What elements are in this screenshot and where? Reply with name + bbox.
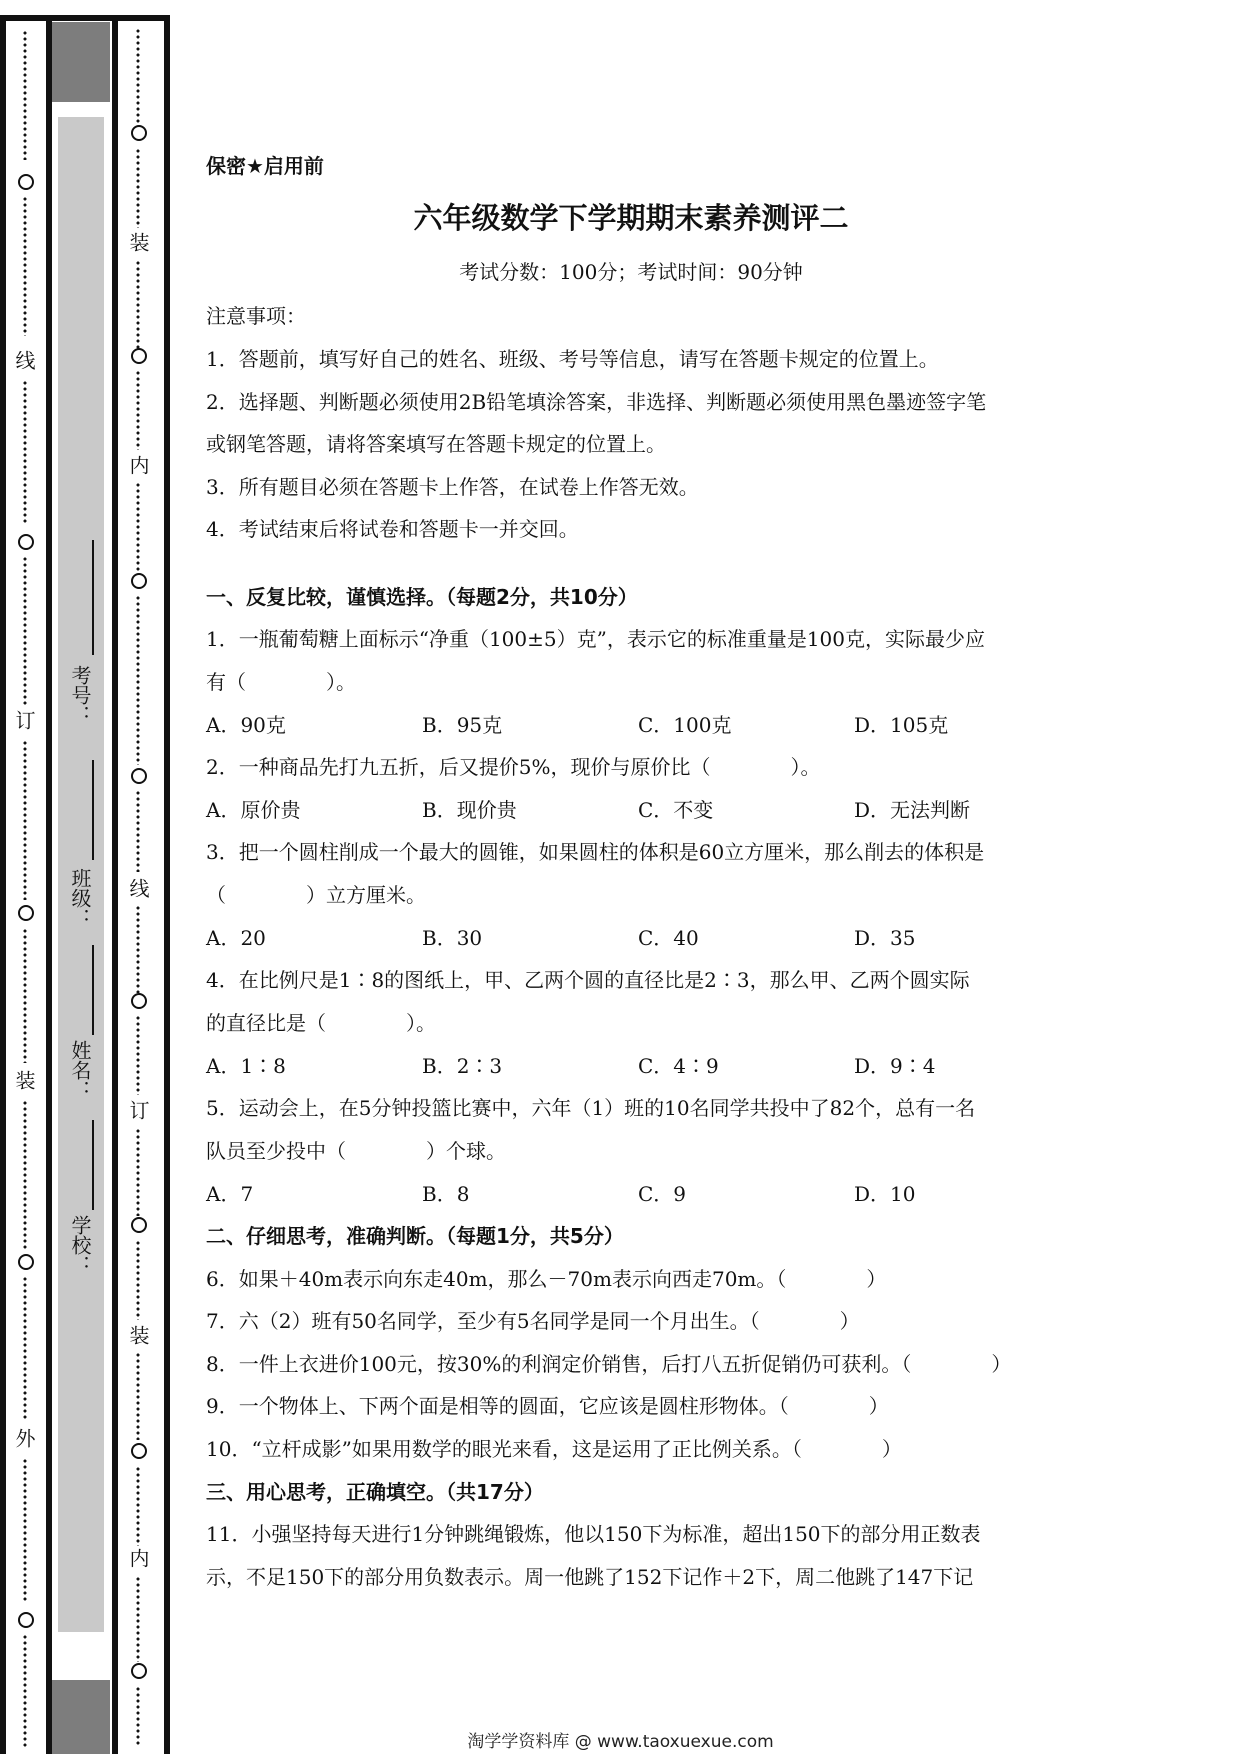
band-cap-top bbox=[52, 22, 110, 102]
exam-title: 六年级数学下学期期末素养测评二 bbox=[413, 201, 849, 235]
note-item: 2．选择题、判断题必须使用2B铅笔填涂答案，非选择、判断题必须使用黑色墨迹签字笔 bbox=[206, 390, 987, 414]
question-10-text: 10．“立杆成影”如果用数学的眼光来看，这是运用了正比例关系。（ ） bbox=[206, 1437, 902, 1461]
outer-dotted-line bbox=[23, 1276, 27, 1421]
inner-circle bbox=[131, 1663, 147, 1679]
inner-dotted-line bbox=[136, 1128, 140, 1216]
inner-dotted-line bbox=[136, 790, 140, 872]
inner-dotted-line bbox=[136, 1240, 140, 1320]
inner-label-xian: 线 bbox=[126, 878, 150, 898]
q2-option-a: A．原价贵 bbox=[206, 798, 301, 822]
outer-dotted-line bbox=[23, 1100, 27, 1250]
section2-heading: 二、仔细思考，准确判断。（每题1分，共5分） bbox=[206, 1224, 624, 1248]
inner-circle bbox=[131, 768, 147, 784]
field-exam-number-line[interactable] bbox=[92, 540, 94, 655]
field-school-label: 学校： bbox=[68, 1215, 92, 1275]
q2-option-c: C．不变 bbox=[638, 798, 714, 822]
inner-dotted-line bbox=[136, 28, 140, 123]
field-class-line[interactable] bbox=[92, 760, 94, 860]
inner-dotted-line bbox=[136, 1576, 140, 1662]
question-3-text: 3．把一个圆柱削成一个最大的圆锥，如果圆柱的体积是60立方厘米，那么削去的体积是 bbox=[206, 840, 985, 864]
field-exam-number-label: 考号： bbox=[68, 665, 92, 725]
inner-circle bbox=[131, 1443, 147, 1459]
q4-option-b: B．2∶3 bbox=[422, 1054, 503, 1078]
binding-margin bbox=[0, 0, 170, 1754]
q5-option-a: A．7 bbox=[206, 1182, 254, 1206]
inner-label-nei: 内 bbox=[126, 455, 150, 475]
question-8-text: 8．一件上衣进价100元，按30%的利润定价销售，后打八五折促销仍可获利。（ ） bbox=[206, 1352, 1012, 1376]
question-11-text-cont: 示，不足150下的部分用负数表示。周一他跳了152下记作＋2下，周二他跳了147下记 bbox=[206, 1565, 974, 1589]
outer-dotted-line bbox=[23, 1458, 27, 1603]
inner-dotted-line bbox=[136, 482, 140, 572]
question-2-text: 2．一种商品先打九五折，后又提价5%，现价与原价比（ ）。 bbox=[206, 755, 821, 779]
question-11-text: 11．小强坚持每天进行1分钟跳绳锻炼，他以150下为标准，超出150下的部分用正数表 bbox=[206, 1522, 981, 1546]
outer-label-xian: 线 bbox=[12, 350, 36, 370]
outer-dotted-line bbox=[23, 740, 27, 900]
note-item: 4．考试结束后将试卷和答题卡一并交回。 bbox=[206, 517, 579, 541]
note-item: 3．所有题目必须在答题卡上作答，在试卷上作答无效。 bbox=[206, 475, 699, 499]
outer-label-ding: 订 bbox=[12, 710, 36, 730]
footer-watermark[interactable]: 淘学学资料库 @ www.taoxuexue.com bbox=[467, 1732, 774, 1752]
note-item: 或钢笔答题，请将答案填写在答题卡规定的位置上。 bbox=[206, 432, 666, 456]
outer-dotted-line bbox=[23, 928, 27, 1063]
exam-subtitle: 考试分数：100分；考试时间：90分钟 bbox=[459, 260, 803, 284]
outer-circle bbox=[18, 905, 34, 921]
q4-option-a: A．1∶8 bbox=[206, 1054, 286, 1078]
inner-dotted-line bbox=[136, 595, 140, 765]
inner-circle bbox=[131, 1217, 147, 1233]
inner-dotted-line bbox=[136, 905, 140, 993]
margin-border-left bbox=[0, 15, 6, 1754]
q3-option-c: C．40 bbox=[638, 926, 699, 950]
question-6-text: 6．如果＋40m表示向东走40m，那么－70m表示向西走70m。（ ） bbox=[206, 1267, 887, 1291]
inner-label-ding: 订 bbox=[126, 1100, 150, 1120]
question-5-text: 5．运动会上，在5分钟投篮比赛中，六年（1）班的10名同学共投中了82个，总有一名 bbox=[206, 1096, 976, 1120]
inner-dotted-line bbox=[136, 1466, 140, 1546]
inner-label-nei-2: 内 bbox=[126, 1548, 150, 1568]
inner-label-zhuang-2: 装 bbox=[126, 1325, 150, 1345]
inner-dotted-line bbox=[136, 148, 140, 228]
margin-border-top bbox=[0, 15, 118, 21]
outer-dotted-line bbox=[23, 196, 27, 336]
field-name-line[interactable] bbox=[92, 945, 94, 1035]
note-item: 1．答题前，填写好自己的姓名、班级、考号等信息，请写在答题卡规定的位置上。 bbox=[206, 347, 939, 371]
field-name-label: 姓名： bbox=[68, 1040, 92, 1100]
outer-dotted-line bbox=[23, 380, 27, 525]
q1-option-d: D．105克 bbox=[854, 713, 949, 737]
q3-option-a: A．20 bbox=[206, 926, 266, 950]
q5-option-b: B．8 bbox=[422, 1182, 470, 1206]
question-4-text-cont: 的直径比是（ ）。 bbox=[206, 1011, 436, 1035]
field-school-line[interactable] bbox=[92, 1120, 94, 1210]
margin-border-band-right bbox=[112, 15, 118, 1754]
outer-circle bbox=[18, 1254, 34, 1270]
margin-border-top-right bbox=[118, 15, 170, 21]
inner-dotted-line bbox=[136, 1352, 140, 1440]
inner-circle bbox=[131, 125, 147, 141]
margin-border-mid bbox=[46, 15, 52, 1754]
outer-dotted-line bbox=[23, 30, 27, 160]
q4-option-c: C．4∶9 bbox=[638, 1054, 719, 1078]
secret-label: 保密★启用前 bbox=[206, 154, 324, 178]
outer-label-wai: 外 bbox=[12, 1428, 36, 1448]
section1-heading: 一、反复比较，谨慎选择。（每题2分，共10分） bbox=[206, 585, 638, 609]
q5-option-c: C．9 bbox=[638, 1182, 687, 1206]
q1-option-b: B．95克 bbox=[422, 713, 503, 737]
q3-option-d: D．35 bbox=[854, 926, 916, 950]
field-class-label: 班级： bbox=[68, 868, 92, 928]
inner-label-zhuang: 装 bbox=[126, 232, 150, 252]
question-4-text: 4．在比例尺是1∶8的图纸上，甲、乙两个圆的直径比是2∶3，那么甲、乙两个圆实际 bbox=[206, 968, 970, 992]
inner-dotted-line bbox=[136, 260, 140, 350]
notes-heading: 注意事项： bbox=[206, 304, 306, 328]
outer-label-zhuang: 装 bbox=[12, 1070, 36, 1090]
inner-dotted-line bbox=[136, 370, 140, 450]
inner-circle bbox=[131, 993, 147, 1009]
question-1-text: 1．一瓶葡萄糖上面标示“净重（100±5）克”，表示它的标准重量是100克，实际最少应 bbox=[206, 627, 986, 651]
q5-option-d: D．10 bbox=[854, 1182, 916, 1206]
q1-option-c: C．100克 bbox=[638, 713, 732, 737]
section3-heading: 三、用心思考，正确填空。（共17分） bbox=[206, 1480, 544, 1504]
q4-option-d: D．9∶4 bbox=[854, 1054, 936, 1078]
inner-dotted-line bbox=[136, 1015, 140, 1095]
margin-border-right bbox=[164, 15, 170, 1754]
outer-dotted-line bbox=[23, 556, 27, 706]
outer-circle bbox=[18, 1612, 34, 1628]
question-3-text-cont: （ ）立方厘米。 bbox=[206, 883, 426, 907]
inner-circle bbox=[131, 573, 147, 589]
inner-circle bbox=[131, 348, 147, 364]
outer-circle bbox=[18, 534, 34, 550]
question-9-text: 9．一个物体上、下两个面是相等的圆面，它应该是圆柱形物体。（ ） bbox=[206, 1394, 889, 1418]
q2-option-d: D．无法判断 bbox=[854, 798, 971, 822]
q2-option-b: B．现价贵 bbox=[422, 798, 517, 822]
question-7-text: 7．六（2）班有50名同学，至少有5名同学是同一个月出生。（ ） bbox=[206, 1309, 860, 1333]
question-5-text-cont: 队员至少投中（ ）个球。 bbox=[206, 1139, 506, 1163]
q1-option-a: A．90克 bbox=[206, 713, 286, 737]
outer-circle bbox=[18, 174, 34, 190]
q3-option-b: B．30 bbox=[422, 926, 483, 950]
question-1-text-cont: 有（ ）。 bbox=[206, 670, 356, 694]
